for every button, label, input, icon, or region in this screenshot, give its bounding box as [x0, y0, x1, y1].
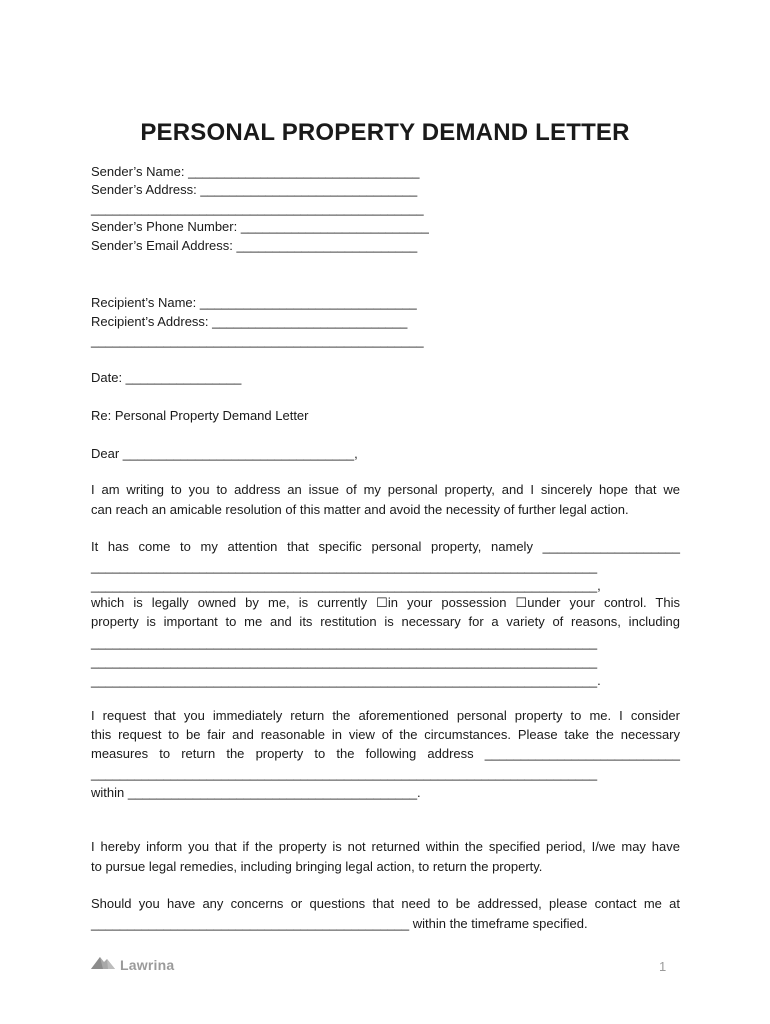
mountain-logo-icon — [91, 955, 115, 974]
paragraph-2-line-1[interactable]: It has come to my attention that specific personal property, namely ___________________ — [91, 539, 680, 554]
paragraph-4-line-1: I hereby inform you that if the property is not returned within the specified period, I/we may have — [91, 839, 680, 854]
paragraph-2-line-8[interactable]: ______________________________________________________________________. — [91, 673, 601, 688]
recipient-name-field[interactable]: Recipient’s Name: ______________________________ — [91, 295, 417, 310]
sender-phone-field[interactable]: Sender’s Phone Number: __________________________ — [91, 219, 429, 234]
recipient-address-line2-field[interactable]: ______________________________________________ — [91, 333, 424, 348]
paragraph-2-line-6[interactable]: ______________________________________________________________________ — [91, 635, 598, 650]
paragraph-2-line-3[interactable]: ______________________________________________________________________, — [91, 578, 601, 593]
paragraph-3-line-3[interactable]: measures to return the property to the following address ___________________________ — [91, 746, 680, 761]
paragraph-2-line-7[interactable]: ______________________________________________________________________ — [91, 654, 598, 669]
paragraph-2-line-5: property is important to me and its restitution is necessary for a variety of reasons, including — [91, 614, 680, 629]
paragraph-5-line-1: Should you have any concerns or questions that need to be addressed, please contact me at — [91, 896, 680, 911]
page-number: 1 — [659, 959, 667, 974]
recipient-address-field[interactable]: Recipient’s Address: ___________________________ — [91, 314, 408, 329]
paragraph-5-line-2[interactable]: ____________________________________________ within the timeframe specified. — [91, 916, 588, 931]
paragraph-3-line-1: I request that you immediately return the aforementioned personal property to me. I consider — [91, 708, 680, 723]
paragraph-2-line-4[interactable]: which is legally owned by me, is currently ☐in your possession ☐under your control. This — [91, 595, 680, 610]
sender-name-field[interactable]: Sender’s Name: ________________________________ — [91, 164, 420, 179]
paragraph-1-line-1: I am writing to you to address an issue of my personal property, and I sincerely hope that we — [91, 482, 680, 497]
salutation-field[interactable]: Dear ________________________________, — [91, 446, 358, 461]
paragraph-3-line-2: this request to be fair and reasonable in view of the circumstances. Please take the necessary — [91, 727, 680, 742]
paragraph-1-line-2: can reach an amicable resolution of this matter and avoid the necessity of further legal action. — [91, 502, 629, 517]
sender-email-field[interactable]: Sender’s Email Address: _________________________ — [91, 238, 418, 253]
date-field[interactable]: Date: ________________ — [91, 370, 242, 385]
document-title: PERSONAL PROPERTY DEMAND LETTER — [140, 119, 630, 146]
sender-address-field[interactable]: Sender’s Address: ______________________________ — [91, 182, 418, 197]
paragraph-3-line-4[interactable]: ______________________________________________________________________ — [91, 766, 598, 781]
paragraph-4-line-2: to pursue legal remedies, including bringing legal action, to return the property. — [91, 859, 543, 874]
paragraph-2-line-2[interactable]: ______________________________________________________________________ — [91, 559, 598, 574]
subject-line: Re: Personal Property Demand Letter — [91, 408, 309, 423]
logo-text: Lawrina — [120, 956, 175, 973]
paragraph-3-line-5[interactable]: within ________________________________________. — [91, 785, 421, 800]
sender-address-line2-field[interactable]: ______________________________________________ — [91, 201, 424, 216]
footer-logo — [91, 955, 174, 974]
